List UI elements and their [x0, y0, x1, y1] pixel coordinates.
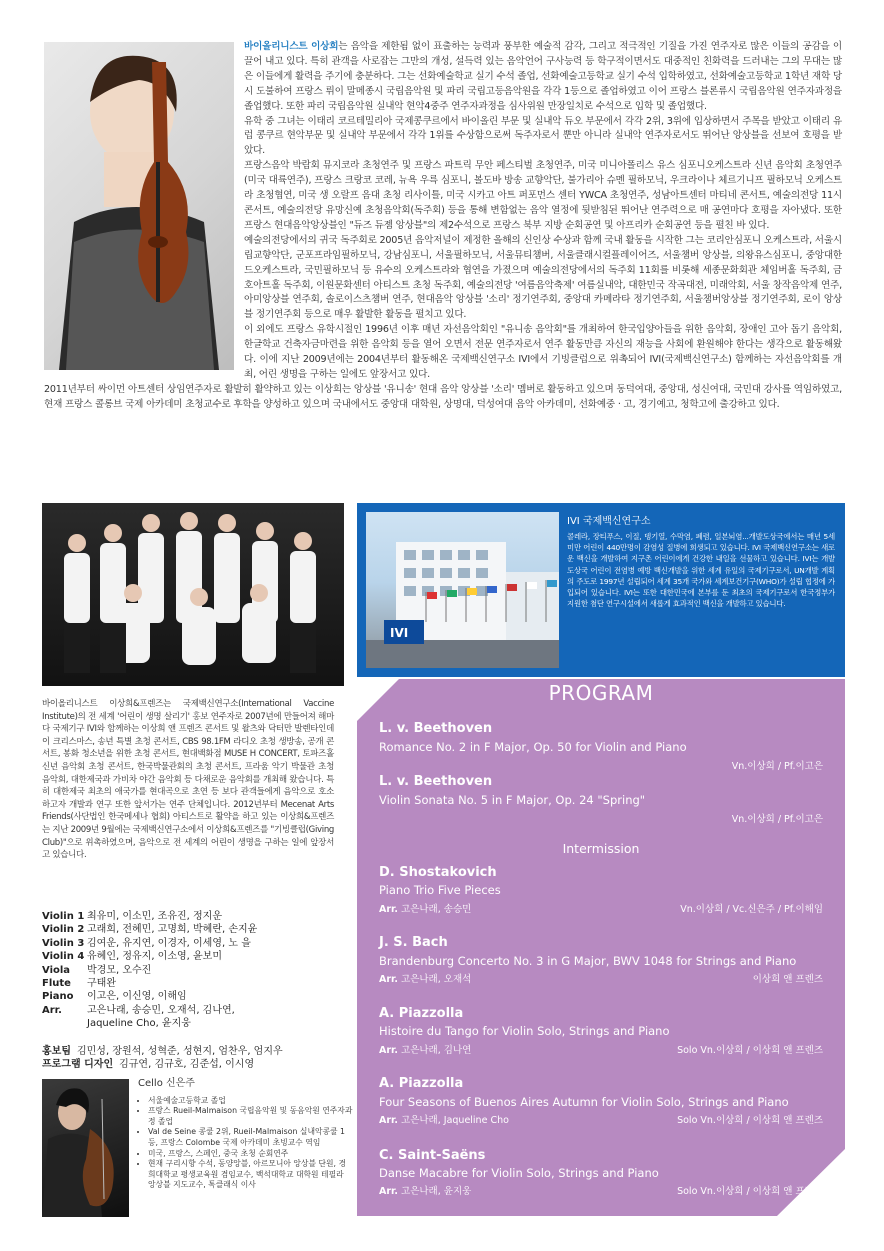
member-names: 고은나래, 송승민, 오재석, 김나연, [87, 1004, 235, 1016]
member-role [42, 1017, 87, 1030]
member-role: Violin 4 [42, 951, 85, 963]
piece-title: Brandenburg Concerto No. 3 in G Major, BWV 1048 for Strings and Piano [379, 954, 797, 968]
member-names: 최유미, 이소민, 조유진, 정지운 [87, 911, 222, 922]
members-list [42, 910, 342, 1031]
cellist-bio [138, 1079, 353, 1191]
member-row [42, 950, 342, 963]
cellist-bio-item: • 프랑스 Rueil-Malmaison 국립음악원 및 동음악원 연주자과정 졸업 [148, 1106, 353, 1127]
piece-arranger [379, 901, 471, 915]
piece-composer: A. Piazzolla [379, 1006, 464, 1021]
arr-label: Arr. [379, 904, 398, 915]
piece-composer: C. Saint-Saëns [379, 1148, 486, 1163]
bio-paragraph: 2011년부터 싸이먼 아트센터 상임연주자로 활발히 활약하고 있는 이상희는 앙상블 '유니송' 현대 음악 앙상블 '소리' 멤버로 활동하고 있으며 동덕여대, 중앙대, 성신여대, 국민대 강사를 역임하였고, 현재 프랑스 콜롱브 국제 아카데미 초청교수로 후학을 양성하고 있으며 국내에서도 중앙대 대학원, 상명대, 덕성여대 음악 아카데미, 선화예중 · 고, 경기예고, 청학고에 출강하고 있다. [44, 383, 842, 410]
member-role: Violin 3 [42, 937, 85, 949]
member-row [42, 1004, 342, 1017]
arr-names: 고은나래, 송승민 [401, 904, 472, 915]
ivi-building-photo [366, 512, 559, 668]
arr-label: Arr. [379, 974, 398, 985]
piece-title: Violin Sonata No. 5 in F Major, Op. 24 "Spring" [379, 793, 646, 807]
arr-label: Arr. [379, 1186, 398, 1197]
arr-names: 고은나래, Jaqueline Cho [401, 1115, 509, 1126]
piece-composer: D. Shostakovich [379, 865, 497, 880]
ivi-title: IVI 국제백신연구소 [567, 516, 651, 527]
member-names: 유혜인, 정유지, 이소영, 윤보미 [87, 951, 222, 963]
member-names: 박경모, 오수진 [87, 964, 152, 976]
credit-role: 홍보팀 [42, 1046, 71, 1057]
member-role: Violin 2 [42, 924, 85, 936]
friends-description: 바이올리니스트 이상희&프렌즈는 국제백신연구소(International Vaccine Institute)의 전 세계 '어린이 생명 살리기' 홍보 연주자로 2007년에 만들어져 해마다 국제기구 IVI와 함께하는 이상희 앤 프렌즈 콘서트 및 왈츠와 닥터만 발렌타인데이 크리스마스, 송년 특별 초청 콘서트, CBS 98.1FM 라디오 초청 생방송, 공개 콘서트, 봉화 청소년을 위한 초청 콘서트, 현대백화점 MUSE H CONCERT, 토파즈홀 신년 음악회 초청 콘서트, 한국박물관회의 초청 콘서트, 프라움 악기 박물관 초청 음악회, 대한제국과 가비차 야간 음악회 등 다채로운 음악회를 개최해 왔습니다. 특히 대한제국 최초의 애국가를 현대곡으로 초연 등 보다 관객들에게 음악으로 호소하고자 개발과 연구 또한 앞서가는 연주 단체입니다. 2012년부터 Mecenat Arts Friends(사단법인 한국메세나 협회) 아티스트로 활약을 하고 있는 이상희&프렌즈는 지난 2009년 9월에는 국제백신연구소에서 이상희&프렌즈를 "기빙클럽(Giving Club)"으로 위촉하였으며, 음악으로 전 세계의 어린이 생명을 구하는 일에 앞장서고 있습니다. [42, 699, 334, 861]
piece-arranger [379, 971, 471, 985]
arr-names: 고은나래, 오재석 [401, 974, 472, 985]
credit-row [42, 1045, 342, 1058]
piece-composer: L. v. Beethoven [379, 721, 493, 736]
credits-list [42, 1045, 342, 1072]
bio-paragraph: 유학 중 그녀는 이태리 코르테밀리아 국제콩쿠르에서 바이올린 부문 및 실내악 듀오 부문에서 각각 2위, 3위에 입상하면서 주목을 받았고 이태리 유럽 콩쿠르 현악부문 및 실내악 부문에서 각각 1위를 수상함으로써 독주자로서 뿐만 아니라 실내악 연주자로서도 뛰어난 앙상블을 선보여 호평을 받았다. [244, 115, 842, 157]
arr-label: Arr. [379, 1045, 398, 1056]
member-names: 이고은, 이신영, 이해임 [87, 991, 187, 1003]
piece-performers: Solo Vn.이상희 / 이상희 앤 프렌즈 [677, 1115, 823, 1126]
member-row [42, 990, 342, 1003]
piece-performers: Solo Vn.이상희 / 이상희 앤 프렌즈 [677, 1186, 823, 1197]
piece-performers: Vn.이상희 / Pf.이고은 [731, 761, 823, 772]
credit-row [42, 1058, 342, 1071]
bio-paragraph: 예술의전당에서의 귀국 독주회로 2005년 음악저널이 제정한 올해의 신인상 수상과 함께 국내 활동을 시작한 그는 코리안심포니 오케스트라, 서울시립교향악단, 군포프라임필하모닉, 강남심포니, 서울필하모닉, 서울뮤티챔버, 서울클래시컬플레이어즈, 서울챔버 앙상블, 의왕유스심포니, 중앙대한드오케스트라, 국민필하모닉 등 유수의 오케스트라와 협연을 가졌으며 예술의전당에서의 독주회 11회를 비롯해 세종문화회관 체임버홀 독주회, 금호아트홀 독주회, 이원문화센터 아티스트 초청 독주회, 예술의전당 '여름음악축제' 여름실내악, 대한민국 작곡대전, 미래악회, 서울 창작음악제 연주, 아미앙상블 연주회, 솔로이스츠챔버 연주, 현대음악 앙상블 '소리' 정기연주회, 중앙대 카메라타 정기연주회, 서울챔버앙상블 정기연주회, 로이 앙상블 정기연주회 등으로 매우 활발한 활동을 펼치고 있다. [244, 234, 842, 321]
member-row [42, 977, 342, 990]
member-row [42, 964, 342, 977]
member-role: Flute [42, 978, 71, 990]
piece-performers: Vn.이상희 / Pf.이고은 [731, 814, 823, 825]
piece-title: Piano Trio Five Pieces [379, 883, 501, 897]
program-panel [357, 679, 845, 1216]
member-names: 고래희, 전혜민, 고명희, 박혜란, 손지윤 [87, 924, 258, 936]
ivi-body: 콜레라, 장티푸스, 이질, 뎅기열, 수막염, 폐렴, 일본뇌염...개발도상국에서는 매년 5세미만 어린이 440만명이 감염성 질병에 희생되고 있습니다. IVI 국제백신연구소는 새로운 백신을 개발하여 지구촌 어린이에게 건강한 내일을 선물하고 있습니다. IVI는 개발도상국 어린이 전염병 예방 백신개발을 위한 세계 유일의 국제기구로서, UN개발 계획의 주도로 1997년 설립되어 세계 35개 국가와 세계보건기구(WHO)가 설립 협정에 가입되어 있습니다. IVI는 또한 대한민국에 본부를 둔 최초의 국제기구로서 한국정부가 지원한 첨단 연구시설에서 새롭게 효과적인 백신을 개발하고 있습니다. [567, 532, 835, 609]
piece-composer: A. Piazzolla [379, 1076, 464, 1091]
piece-performers: Solo Vn.이상희 / 이상희 앤 프렌즈 [677, 1045, 823, 1056]
piece-title: Romance No. 2 in F Major, Op. 50 for Violin and Piano [379, 740, 687, 754]
piece-title: Four Seasons of Buenos Aires Autumn for Violin Solo, Strings and Piano [379, 1095, 789, 1109]
member-role: Piano [42, 991, 74, 1003]
piece-performers: Vn.이상희 / Vc.신은주 / Pf.이해임 [680, 904, 823, 915]
ivi-info-box [357, 503, 845, 677]
member-row [42, 1017, 342, 1030]
piece-composer: J. S. Bach [379, 935, 448, 950]
member-row [42, 937, 342, 950]
bio-text [44, 40, 842, 413]
arr-names: 고은나래, 윤지웅 [401, 1186, 472, 1197]
member-names: 구태완 [87, 978, 116, 990]
intermission-label: Intermission [562, 841, 640, 856]
credit-names: 김규연, 김규호, 김준섭, 이시영 [119, 1059, 255, 1071]
cellist-bio-item: • Val de Seine 콩쿨 2위, Rueil-Malmaison 실내악콩쿨 1등, 프랑스 Colombe 국제 아카데미 초빙교수 역임 [148, 1127, 353, 1148]
member-role: Viola [42, 964, 71, 976]
cellist-bio-item: • 서울예술고등학교 졸업 [148, 1096, 353, 1107]
cellist-heading: Cello 신은주 [138, 1078, 195, 1089]
piece-arranger [379, 1183, 471, 1197]
credit-names: 김민성, 장원석, 성혁준, 성현지, 엄찬우, 엄지우 [76, 1046, 283, 1057]
credit-role: 프로그램 디자인 [42, 1059, 114, 1071]
cellist-bio-item: • 현재 구리시향 수석, 동양앙블, 아르모니아 앙상블 단원, 경희대학교 평생교육원 겸임교수, 백석대학교 대학원 테필라 앙상블 지도교수, 톡클래식 이사 [148, 1159, 353, 1191]
bio-paragraph: 이 외에도 프랑스 유학시절인 1996년 이후 매년 자선음악회인 "유니송 음악회"를 개최하여 한국입양아들을 위한 음악회, 장애인 고아 돕기 음악회, 한글학교 건축자금마련을 위한 음악회 등을 열어 오면서 전문 연주자로서 연주 활동만큼 자신의 재능을 사회에 환원해야 한다는 생각으로 활동해왔다. 이에 지난 2009년에는 2004년부터 활동해온 국제백신연구소 IVI에서 기빙클럽으로 위촉되어 IVI(국제백신연구소) 함께하는 자선음악회를 개최, 어린 생명을 구하는 일에도 앞장서고 있다. [244, 324, 842, 380]
member-row [42, 910, 342, 923]
member-names: Jaqueline Cho, 윤지웅 [87, 1018, 191, 1030]
bio-lead: 바이올리니스트 이상희 [244, 41, 339, 52]
member-role: Violin 1 [42, 911, 85, 922]
ivi-sign: IVI [390, 626, 409, 640]
bio-paragraph: 는 음악을 제한됨 없이 표출하는 능력과 풍부한 예술적 감각, 그리고 적극적인 기질을 가진 연주자로 많은 이들의 공감을 이끌어 내고 있다. 특히 관객을 사로잡는 그만의 개성, 설득력 있는 음악언어 구사능력 등 학구적이면서도 대중적인 친화력을 드러내는 그의 무대는 많은 이들에게 활력을 주기에 충분하다. 그는 선화예술학교 실기 수석 졸업, 선화예술고등학교 실기 수석 입학하였고, 선화예술고등학교 1학년 재학 당시 도불하여 프랑스 뤼이 말메종시 국립음악원 및 파리 국립고등음악원을 각각 1등으로 졸업하였고 이어 프랑스 블론류시 국립음악원 연주자과정을 졸업했다. 또한 파리 국립음악원 실내악 현악4중주 연주자과정을 심사위원 만장일치로 수석으로 입학 및 졸업했다. [244, 41, 842, 112]
piece-title: Danse Macabre for Violin Solo, Strings and Piano [379, 1166, 659, 1180]
cellist-photo [42, 1079, 129, 1217]
bio-paragraph: 프랑스음악 박람회 뮤지코라 초청연주 및 프랑스 파트릭 무안 페스티벌 초청연주, 미국 미니아폴리스 유스 심포니오케스트라 신년 음악회 초청연주(미국 대륙연주), 프랑스 크랑코 코레, 뉴욕 우륵 심포니, 볼도바 방송 교향악단, 불가리아 슈멘 필하모닉, 우크라이나 체르기니프 필하모닉 오케스트라 초청협연, 미국 생 오랄프 음대 초청 리사이틀, 미국 시카고 아트 퍼포먼스 센터 YWCA 초청연주, 성남아트센터 마티네 콘서트, 예술의전당 11시 콘서트, 예술의전당 유망신예 초청음악회(독주회) 등을 통해 변함없는 음악 열정에 뒷받침된 뛰어난 연주력으로 매 공연마다 호평을 자아냈다. 또한 프랑스 현대음악앙상블인 "듀즈 듀젬 앙상블"의 제2수석으로 프랑스 북부 지방 순회공연 및 아프리카 순회공연 등을 펼친 바 있다. [244, 160, 842, 231]
member-names: 김여운, 유지연, 이경자, 이세영, 노 을 [87, 937, 251, 949]
arr-label: Arr. [379, 1115, 398, 1126]
ensemble-photo [42, 503, 344, 686]
cellist-bio-item: • 미국, 프랑스, 스페인, 중국 초청 순회연주 [148, 1149, 353, 1160]
piece-performers: 이상희 앤 프렌즈 [752, 974, 823, 985]
piece-composer: L. v. Beethoven [379, 774, 493, 789]
piece-arranger [379, 1112, 509, 1126]
arr-names: 고은나래, 김나연 [401, 1045, 472, 1056]
piece-title: Histoire du Tango for Violin Solo, Strings and Piano [379, 1024, 670, 1038]
member-row [42, 923, 342, 936]
member-role: Arr. [42, 1004, 62, 1016]
piece-arranger [379, 1042, 471, 1056]
program-title: PROGRAM [548, 681, 654, 705]
